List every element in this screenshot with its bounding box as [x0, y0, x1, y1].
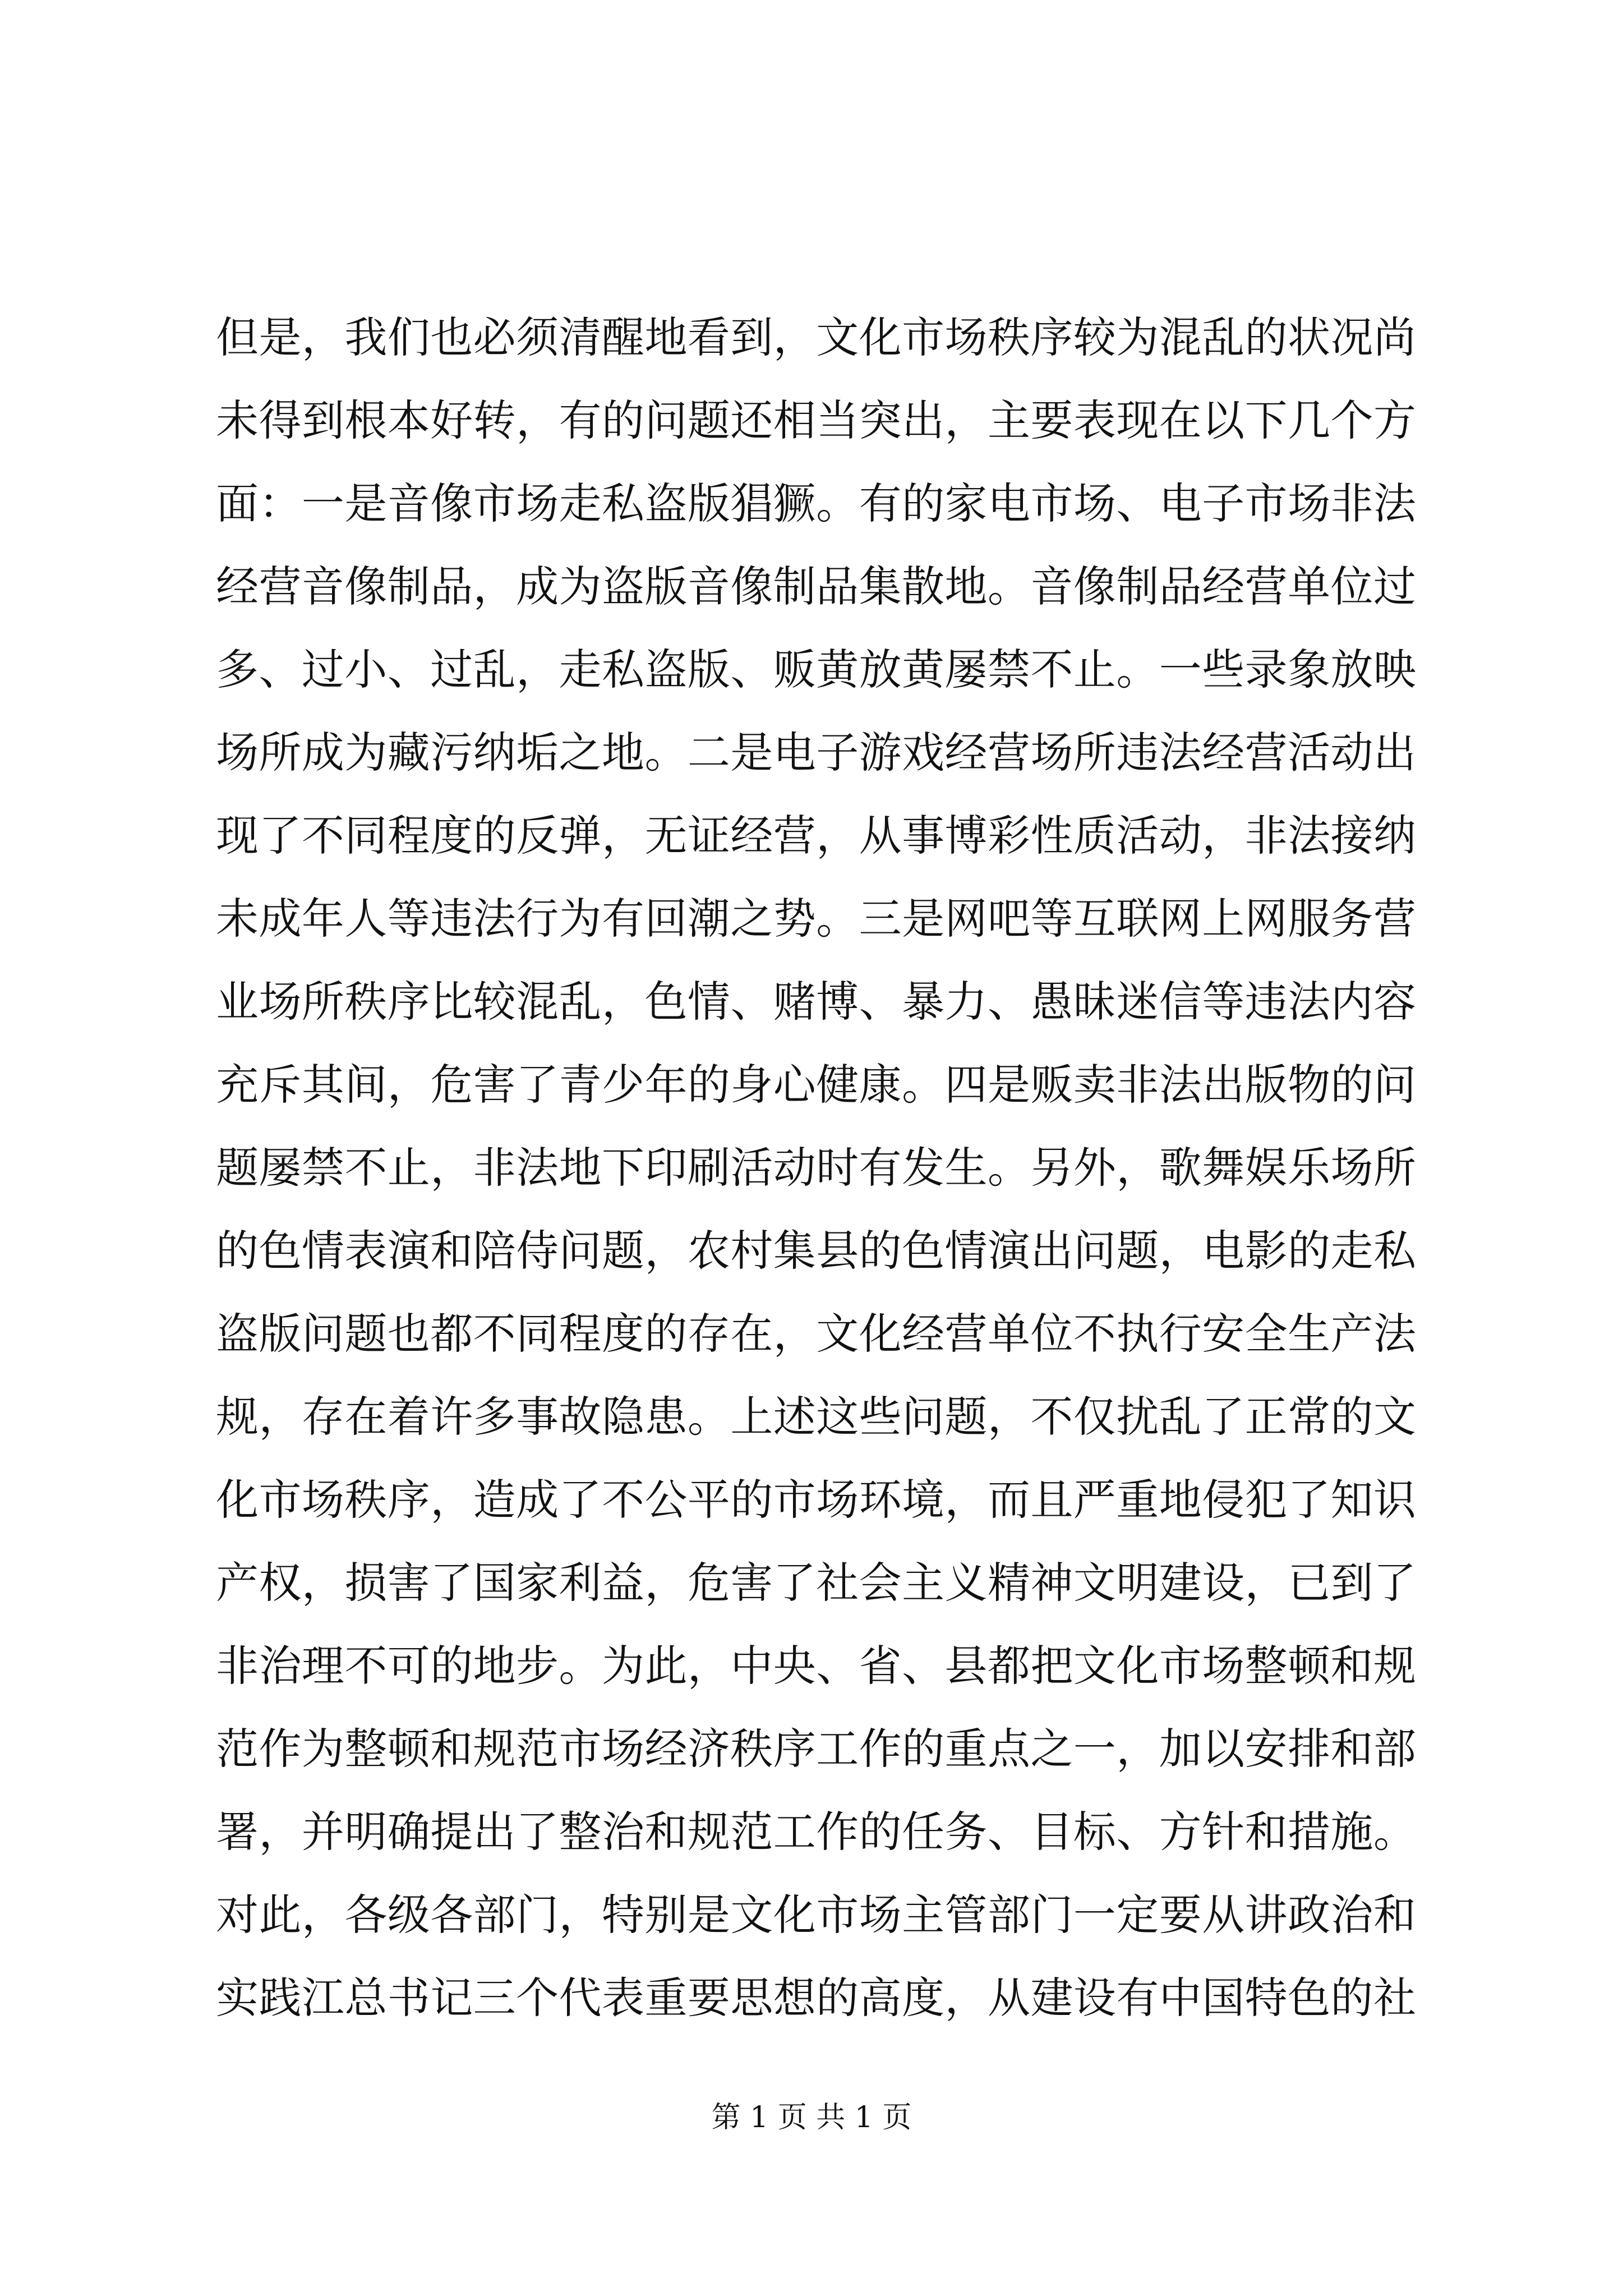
text-line: 的色情表演和陪侍问题，农村集县的色情演出问题，电影的走私: [216, 1226, 1416, 1276]
text-line: 面：一是音像市场走私盗版猖獗。有的家电市场、电子市场非法: [216, 478, 1416, 528]
text-line: 实践江总书记三个代表重要思想的高度，从建设有中国特色的社: [216, 1973, 1416, 2023]
text-line: 盗版问题也都不同程度的存在，文化经营单位不执行安全生产法: [216, 1309, 1416, 1359]
text-line: 多、过小、过乱，走私盗版、贩黄放黄屡禁不止。一些录象放映: [216, 645, 1416, 694]
text-line: 场所成为藏污纳垢之地。二是电子游戏经营场所违法经营活动出: [216, 728, 1416, 777]
text-line: 规，存在着许多事故隐患。上述这些问题，不仅扰乱了正常的文: [216, 1392, 1416, 1442]
text-line: 题屡禁不止，非法地下印刷活动时有发生。另外，歌舞娱乐场所: [216, 1143, 1416, 1193]
page-footer: [0, 2098, 1623, 2137]
text-line: 但是，我们也必须清醒地看到，文化市场秩序较为混乱的状况尚: [216, 312, 1416, 362]
text-line: 对此，各级各部门，特别是文化市场主管部门一定要从讲政治和: [216, 1890, 1416, 1940]
text-line: 非治理不可的地步。为此，中央、省、县都把文化市场整顿和规: [216, 1641, 1416, 1691]
text-line: 化市场秩序，造成了不公平的市场环境，而且严重地侵犯了知识: [216, 1475, 1416, 1525]
text-line: 业场所秩序比较混乱，色情、赌博、暴力、愚昧迷信等违法内容: [216, 977, 1416, 1027]
text-line: 范作为整顿和规范市场经济秩序工作的重点之一，加以安排和部: [216, 1724, 1416, 1774]
text-line: 产权，损害了国家利益，危害了社会主义精神文明建设，已到了: [216, 1558, 1416, 1608]
page-number-label: 第 1 页 共 1 页: [711, 2101, 912, 2134]
body-paragraph: [216, 296, 1416, 2040]
text-line: 署，并明确提出了整治和规范工作的任务、目标、方针和措施。: [216, 1807, 1416, 1857]
text-line: 未得到根本好转，有的问题还相当突出，主要表现在以下几个方: [216, 395, 1416, 445]
text-line: 经营音像制品，成为盗版音像制品集散地。音像制品经营单位过: [216, 562, 1416, 611]
text-line: 未成年人等违法行为有回潮之势。三是网吧等互联网上网服务营: [216, 894, 1416, 944]
text-line: 充斥其间，危害了青少年的身心健康。四是贩卖非法出版物的问: [216, 1060, 1416, 1110]
text-line: 现了不同程度的反弹，无证经营，从事博彩性质活动，非法接纳: [216, 811, 1416, 861]
